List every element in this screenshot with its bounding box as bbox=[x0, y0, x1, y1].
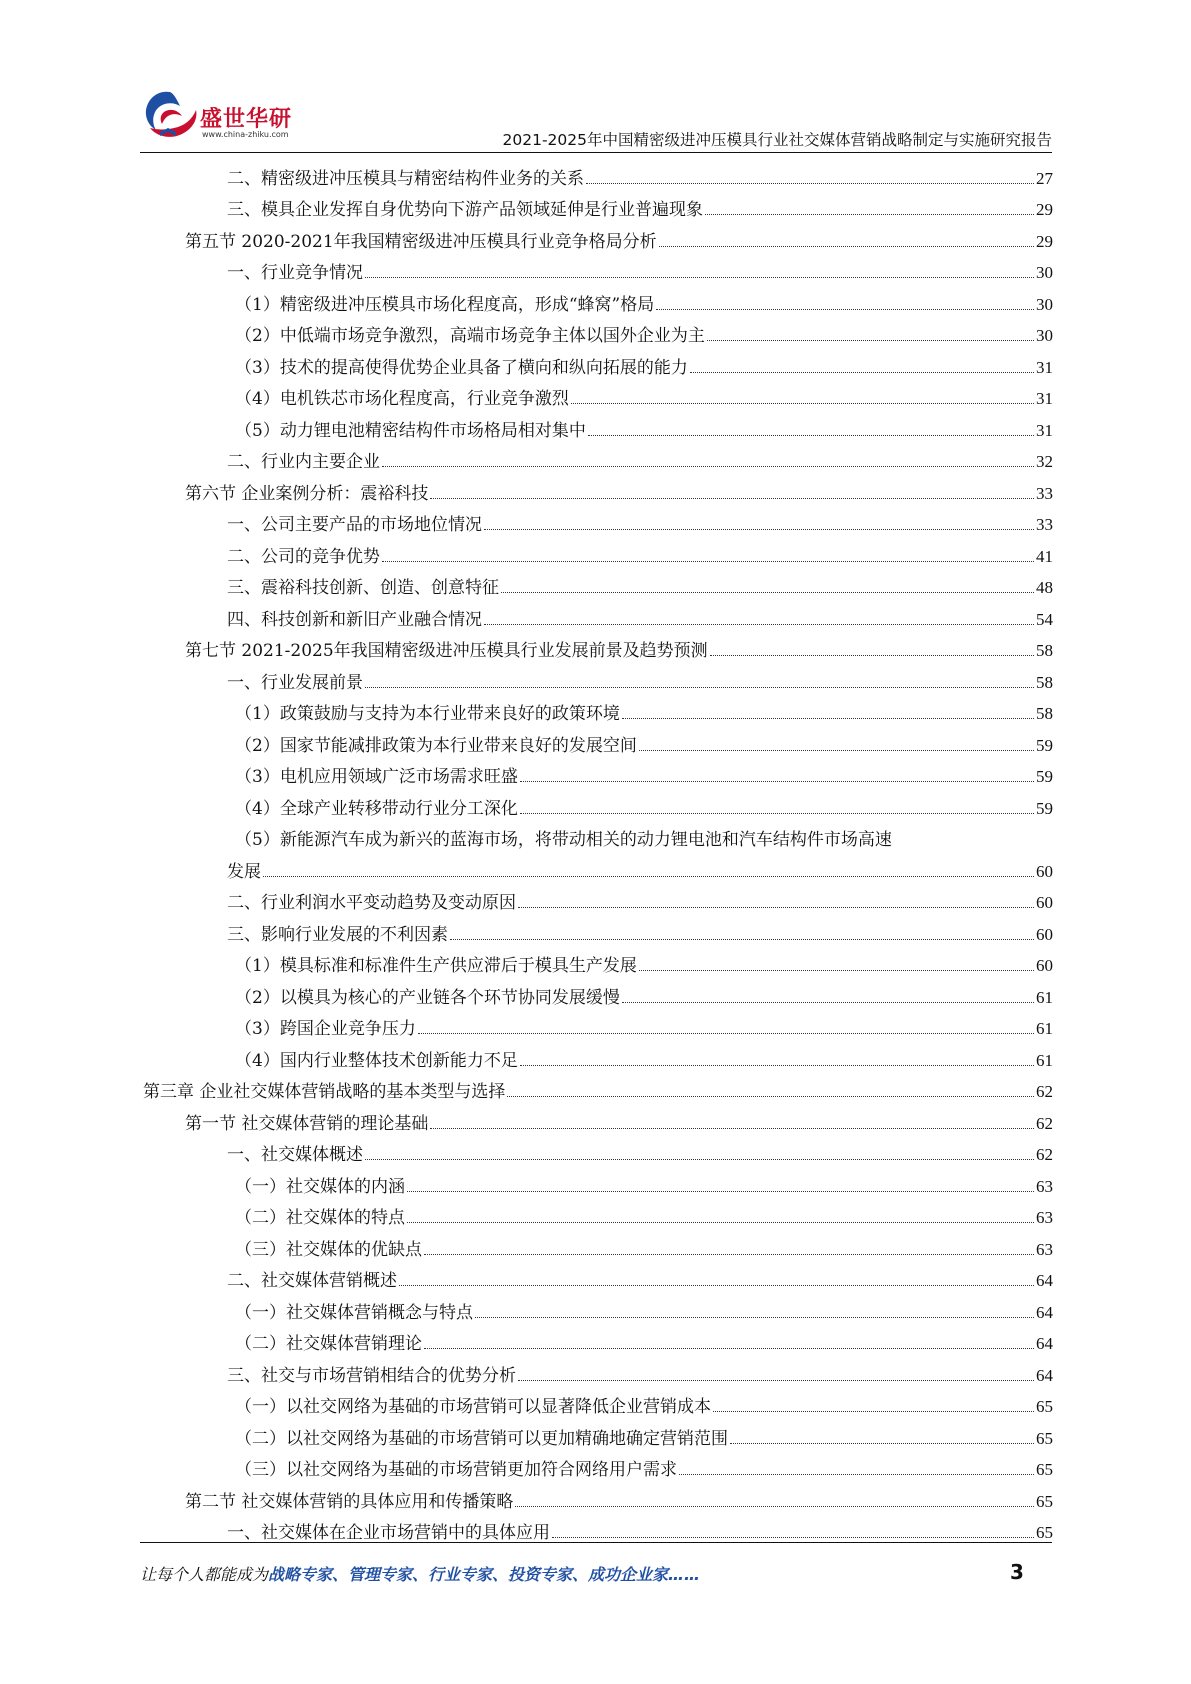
toc-leader-dots bbox=[656, 309, 1034, 310]
toc-leader-dots bbox=[407, 1222, 1034, 1223]
toc-entry[interactable] bbox=[143, 221, 1053, 253]
toc-entry-title: （二）以社交网络为基础的市场营销可以更加精确地确定营销范围 bbox=[235, 1428, 728, 1449]
logo-brand-text: 盛世华研 bbox=[200, 107, 293, 132]
toc-entry[interactable] bbox=[143, 1450, 1053, 1482]
toc-entry[interactable] bbox=[143, 1072, 1053, 1104]
toc-entry-title: 第三章 企业社交媒体营销战略的基本类型与选择 bbox=[143, 1082, 506, 1102]
toc-entry-page: 54 bbox=[1036, 609, 1053, 629]
toc-entry[interactable] bbox=[143, 347, 1053, 379]
toc-entry-page: 32 bbox=[1036, 452, 1053, 471]
toc-entry-title: 四、科技创新和新旧产业融合情况 bbox=[227, 609, 482, 630]
toc-entry-page: 64 bbox=[1036, 1365, 1053, 1385]
toc-leader-dots bbox=[552, 1537, 1034, 1538]
toc-leader-dots bbox=[430, 1128, 1034, 1129]
toc-entry-page: 65 bbox=[1036, 1523, 1053, 1542]
toc-entry-title: 第二节 社交媒体营销的具体应用和传播策略 bbox=[185, 1491, 514, 1512]
toc-entry[interactable] bbox=[143, 946, 1053, 978]
toc-entry[interactable] bbox=[143, 1513, 1053, 1545]
toc-entry-title: （4）电机铁芯市场化程度高，行业竞争激烈 bbox=[235, 389, 569, 409]
toc-entry-page: 29 bbox=[1036, 200, 1053, 219]
toc-entry[interactable] bbox=[143, 158, 1053, 190]
toc-entry-page: 60 bbox=[1036, 924, 1053, 944]
company-logo bbox=[140, 84, 310, 144]
toc-leader-dots bbox=[450, 939, 1034, 940]
toc-leader-dots bbox=[705, 214, 1034, 215]
toc-leader-dots bbox=[424, 1254, 1034, 1255]
toc-entry-page: 64 bbox=[1036, 1334, 1053, 1353]
toc-entry[interactable] bbox=[143, 253, 1053, 285]
toc-entry[interactable] bbox=[143, 662, 1053, 694]
toc-entry-page: 31 bbox=[1036, 420, 1053, 440]
toc-entry-page: 31 bbox=[1036, 389, 1053, 408]
toc-leader-dots bbox=[507, 1096, 1034, 1097]
toc-entry-title: 一、行业竞争情况 bbox=[227, 263, 363, 283]
toc-entry-title: 三、社交与市场营销相结合的优势分析 bbox=[227, 1365, 516, 1386]
toc-entry[interactable] bbox=[143, 883, 1053, 915]
toc-entry-title: 一、公司主要产品的市场地位情况 bbox=[227, 515, 482, 535]
toc-entry[interactable] bbox=[143, 977, 1053, 1009]
toc-entry[interactable] bbox=[143, 1324, 1053, 1356]
toc-entry-title: （1）精密级进冲压模具市场化程度高，形成“蜂窝”格局 bbox=[235, 294, 655, 315]
toc-entry-page: 31 bbox=[1036, 357, 1053, 377]
toc-leader-dots bbox=[690, 372, 1034, 373]
toc-entry[interactable] bbox=[143, 1103, 1053, 1135]
toc-leader-dots bbox=[588, 435, 1034, 436]
toc-entry-title: 三、模具企业发挥自身优势向下游产品领域延伸是行业普遍现象 bbox=[227, 200, 703, 220]
toc-leader-dots bbox=[424, 1348, 1034, 1349]
toc-entry-page: 64 bbox=[1036, 1302, 1053, 1322]
toc-entry-page: 29 bbox=[1036, 231, 1053, 251]
report-title: 2021-2025年中国精密级进冲压模具行业社交媒体营销战略制定与实施研究报告 bbox=[502, 131, 1052, 149]
toc-leader-dots bbox=[707, 340, 1034, 341]
toc-entry[interactable] bbox=[143, 1418, 1053, 1450]
toc-leader-dots bbox=[263, 876, 1034, 877]
toc-entry-page: 58 bbox=[1036, 704, 1053, 723]
toc-leader-dots bbox=[679, 1474, 1034, 1475]
toc-entry[interactable] bbox=[143, 1387, 1053, 1419]
toc-entry[interactable] bbox=[143, 1292, 1053, 1324]
toc-entry-page: 65 bbox=[1036, 1397, 1053, 1416]
toc-entry[interactable] bbox=[143, 568, 1053, 600]
toc-entry-page: 62 bbox=[1036, 1113, 1053, 1133]
toc-entry[interactable] bbox=[143, 190, 1053, 222]
toc-entry[interactable] bbox=[143, 1166, 1053, 1198]
toc-entry[interactable] bbox=[143, 1009, 1053, 1041]
toc-entry[interactable] bbox=[143, 1481, 1053, 1513]
logo-emblem-icon bbox=[140, 84, 202, 144]
toc-entry[interactable] bbox=[143, 505, 1053, 537]
toc-entry-title: 二、公司的竞争优势 bbox=[227, 546, 380, 567]
toc-entry-title: 二、精密级进冲压模具与精密结构件业务的关系 bbox=[227, 168, 584, 189]
toc-entry-page: 27 bbox=[1036, 168, 1053, 188]
toc-entry-title: （1）模具标准和标准件生产供应滞后于模具生产发展 bbox=[235, 956, 637, 976]
toc-leader-dots bbox=[382, 466, 1034, 467]
toc-entry-title: （4）全球产业转移带动行业分工深化 bbox=[235, 798, 518, 819]
toc-entry-page: 30 bbox=[1036, 263, 1053, 282]
toc-entry-title: （三）以社交网络为基础的市场营销更加符合网络用户需求 bbox=[235, 1460, 677, 1480]
toc-entry-title: 一、社交媒体概述 bbox=[227, 1145, 363, 1165]
toc-entry-title: 二、社交媒体营销概述 bbox=[227, 1271, 397, 1291]
toc-leader-dots bbox=[365, 687, 1034, 688]
toc-entry-title: （2）中低端市场竞争激烈，高端市场竞争主体以国外企业为主 bbox=[235, 326, 705, 346]
toc-entry-title: 第一节 社交媒体营销的理论基础 bbox=[185, 1113, 429, 1134]
footer-slogan-prefix: 让每个人都能成为 bbox=[140, 1565, 269, 1584]
toc-entry[interactable] bbox=[143, 1355, 1053, 1387]
toc-leader-dots bbox=[475, 1317, 1034, 1318]
footer-slogan-emphasis: 战略专家、管理专家、行业专家、投资专家、成功企业家…… bbox=[268, 1565, 701, 1584]
toc-leader-dots bbox=[622, 1002, 1034, 1003]
logo-url-text: www.china-zhiku.com bbox=[202, 130, 289, 139]
toc-entry-title: （1）政策鼓励与支持为本行业带来良好的政策环境 bbox=[235, 704, 620, 724]
toc-entry[interactable] bbox=[143, 284, 1053, 316]
toc-leader-dots bbox=[659, 246, 1034, 247]
toc-entry-page: 65 bbox=[1036, 1460, 1053, 1479]
toc-leader-dots bbox=[586, 183, 1034, 184]
toc-entry-title: 第六节 企业案例分析：震裕科技 bbox=[185, 483, 429, 504]
toc-entry-title: （3）技术的提高使得优势企业具备了横向和纵向拓展的能力 bbox=[235, 357, 688, 378]
toc-leader-dots bbox=[365, 1159, 1034, 1160]
toc-leader-dots bbox=[399, 1285, 1034, 1286]
toc-entry[interactable] bbox=[143, 820, 1053, 852]
toc-entry-title: （2）国家节能减排政策为本行业带来良好的发展空间 bbox=[235, 735, 637, 756]
toc-leader-dots bbox=[518, 907, 1034, 908]
toc-leader-dots bbox=[484, 624, 1034, 625]
toc-leader-dots bbox=[730, 1443, 1034, 1444]
toc-entry-page: 64 bbox=[1036, 1271, 1053, 1290]
toc-entry-page: 30 bbox=[1036, 294, 1053, 314]
toc-leader-dots bbox=[571, 403, 1034, 404]
toc-entry-page: 30 bbox=[1036, 326, 1053, 345]
toc-entry-page: 58 bbox=[1036, 672, 1053, 692]
toc-entry-title: 三、影响行业发展的不利因素 bbox=[227, 924, 448, 945]
toc-entry[interactable] bbox=[143, 316, 1053, 348]
toc-entry-page: 60 bbox=[1036, 956, 1053, 975]
toc-entry[interactable] bbox=[143, 410, 1053, 442]
toc-leader-dots bbox=[382, 561, 1034, 562]
toc-entry-title: 三、震裕科技创新、创造、创意特征 bbox=[227, 578, 499, 598]
page-header bbox=[140, 70, 1052, 148]
toc-entry-title: 第五节 2020-2021年我国精密级进冲压模具行业竞争格局分析 bbox=[185, 231, 657, 252]
toc-leader-dots bbox=[713, 1411, 1034, 1412]
toc-entry[interactable] bbox=[143, 725, 1053, 757]
toc-entry[interactable] bbox=[143, 473, 1053, 505]
toc-entry[interactable] bbox=[143, 1135, 1053, 1167]
toc-entry-page: 60 bbox=[1036, 861, 1053, 881]
toc-entry-page: 62 bbox=[1036, 1082, 1053, 1101]
toc-entry-title: （2）以模具为核心的产业链各个环节协同发展缓慢 bbox=[235, 987, 620, 1008]
toc-entry-title: 一、行业发展前景 bbox=[227, 672, 363, 693]
toc-entry-title: 发展 bbox=[227, 861, 261, 882]
footer-slogan bbox=[140, 1562, 700, 1585]
toc-entry[interactable] bbox=[143, 851, 1053, 883]
toc-entry-title: 二、行业利润水平变动趋势及变动原因 bbox=[227, 893, 516, 913]
toc-leader-dots bbox=[407, 1191, 1034, 1192]
toc-entry-page: 61 bbox=[1036, 1019, 1053, 1038]
toc-entry-page: 33 bbox=[1036, 515, 1053, 534]
page-number: 3 bbox=[1010, 1560, 1024, 1584]
toc-entry-page: 60 bbox=[1036, 893, 1053, 912]
toc-entry[interactable] bbox=[143, 1198, 1053, 1230]
toc-entry-page: 65 bbox=[1036, 1428, 1053, 1448]
toc-entry-title: （5）新能源汽车成为新兴的蓝海市场，将带动相关的动力锂电池和汽车结构件市场高速 bbox=[235, 830, 892, 850]
toc-entry-title: （3）跨国企业竞争压力 bbox=[235, 1019, 416, 1039]
toc-entry-title: （二）社交媒体营销理论 bbox=[235, 1334, 422, 1354]
toc-entry[interactable] bbox=[143, 536, 1053, 568]
toc-entry-page: 58 bbox=[1036, 641, 1053, 660]
toc-entry[interactable] bbox=[143, 914, 1053, 946]
toc-leader-dots bbox=[418, 1033, 1034, 1034]
toc-entry[interactable] bbox=[143, 1229, 1053, 1261]
toc-leader-dots bbox=[520, 813, 1034, 814]
toc-entry-page: 33 bbox=[1036, 483, 1053, 503]
toc-entry-title: 第七节 2021-2025年我国精密级进冲压模具行业发展前景及趋势预测 bbox=[185, 641, 708, 661]
toc-entry-title: 二、行业内主要企业 bbox=[227, 452, 380, 472]
toc-entry-page: 63 bbox=[1036, 1176, 1053, 1196]
toc-entry-title: （3）电机应用领域广泛市场需求旺盛 bbox=[235, 767, 518, 787]
toc-leader-dots bbox=[518, 1380, 1034, 1381]
toc-entry-title: （三）社交媒体的优缺点 bbox=[235, 1239, 422, 1260]
toc-leader-dots bbox=[639, 970, 1034, 971]
toc-entry-title: （二）社交媒体的特点 bbox=[235, 1208, 405, 1228]
toc-entry[interactable] bbox=[143, 694, 1053, 726]
toc-entry-page: 63 bbox=[1036, 1239, 1053, 1259]
toc-entry[interactable] bbox=[143, 757, 1053, 789]
toc-leader-dots bbox=[501, 592, 1034, 593]
toc-leader-dots bbox=[430, 498, 1034, 499]
toc-entry-page: 65 bbox=[1036, 1491, 1053, 1511]
toc-entry-page: 59 bbox=[1036, 798, 1053, 818]
toc-entry[interactable] bbox=[143, 599, 1053, 631]
toc-entry-page: 63 bbox=[1036, 1208, 1053, 1227]
toc-leader-dots bbox=[622, 718, 1034, 719]
toc-entry[interactable] bbox=[143, 1261, 1053, 1293]
toc-leader-dots bbox=[520, 1065, 1034, 1066]
toc-entry[interactable] bbox=[143, 788, 1053, 820]
toc-entry-title: （一）社交媒体营销概念与特点 bbox=[235, 1302, 473, 1323]
toc-entry-title: （5）动力锂电池精密结构件市场格局相对集中 bbox=[235, 420, 586, 441]
toc-entry-page: 41 bbox=[1036, 546, 1053, 566]
toc-entry-page: 61 bbox=[1036, 1050, 1053, 1070]
header-divider bbox=[140, 152, 1052, 153]
toc-entry[interactable] bbox=[143, 379, 1053, 411]
toc-leader-dots bbox=[515, 1506, 1034, 1507]
toc-leader-dots bbox=[710, 655, 1034, 656]
toc-leader-dots bbox=[520, 781, 1034, 782]
table-of-contents bbox=[143, 158, 1053, 1544]
toc-leader-dots bbox=[639, 750, 1034, 751]
toc-entry-title: 一、社交媒体在企业市场营销中的具体应用 bbox=[227, 1523, 550, 1543]
toc-entry-page: 59 bbox=[1036, 767, 1053, 786]
toc-entry-page: 48 bbox=[1036, 578, 1053, 597]
toc-entry-page: 62 bbox=[1036, 1145, 1053, 1164]
toc-entry[interactable] bbox=[143, 1040, 1053, 1072]
toc-entry[interactable] bbox=[143, 442, 1053, 474]
footer-divider bbox=[140, 1542, 1052, 1543]
toc-entry-title: （4）国内行业整体技术创新能力不足 bbox=[235, 1050, 518, 1071]
toc-entry-title: （一）社交媒体的内涵 bbox=[235, 1176, 405, 1197]
toc-leader-dots bbox=[484, 529, 1034, 530]
toc-leader-dots bbox=[365, 277, 1034, 278]
toc-entry-title: （一）以社交网络为基础的市场营销可以显著降低企业营销成本 bbox=[235, 1397, 711, 1417]
toc-entry-page: 59 bbox=[1036, 735, 1053, 755]
toc-entry[interactable] bbox=[143, 631, 1053, 663]
toc-entry-page: 61 bbox=[1036, 987, 1053, 1007]
